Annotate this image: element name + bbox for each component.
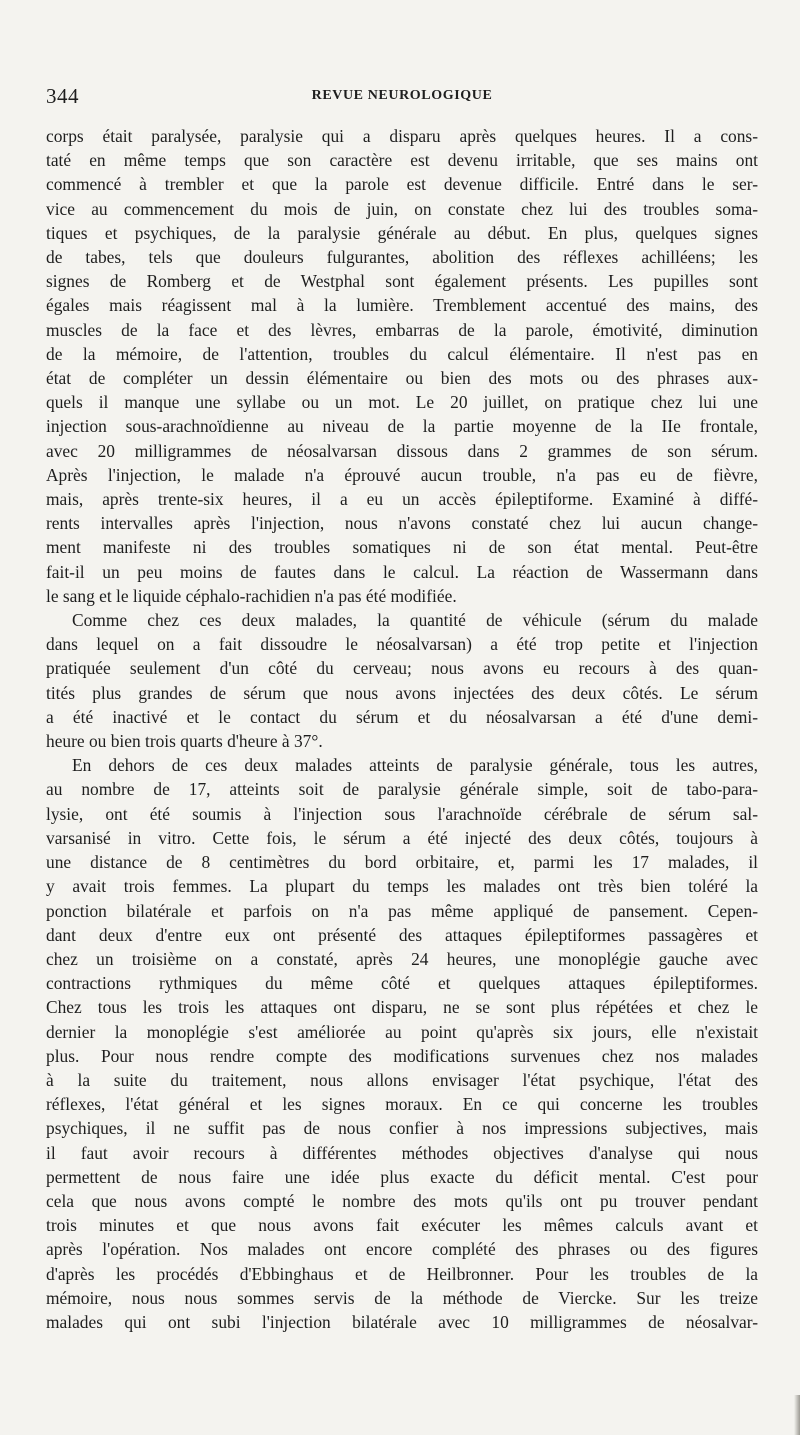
- paragraph-1: [46, 124, 758, 608]
- text-line: contractions rythmiques du même côté et quelques attaques épileptiformes.: [46, 973, 758, 994]
- page-number: 344: [46, 84, 79, 108]
- text-line: de la mémoire, de l'attention, troubles du calcul élémentaire. Il n'est pas en: [46, 343, 758, 364]
- text-line: commencé à trembler et que la parole est devenue difficile. Entré dans le ser-: [46, 174, 758, 195]
- text-line: ponction bilatérale et parfois on n'a pas même appliqué de pansement. Cepen-: [46, 900, 758, 921]
- text-line: lysie, ont été soumis à l'injection sous l'arachnoïde cérébrale de sérum sal-: [46, 803, 758, 824]
- text-line: à la suite du traitement, nous allons envisager l'état psychique, l'état des: [46, 1069, 758, 1090]
- text-line: Comme chez ces deux malades, la quantité de véhicule (sérum du malade: [72, 610, 758, 631]
- paragraph-2: [46, 608, 758, 753]
- text-line: plus. Pour nous rendre compte des modifications survenues chez nos malades: [46, 1045, 758, 1066]
- text-line: dans lequel on a fait dissoudre le néosalvarsan) a été trop petite et l'injection: [46, 634, 758, 655]
- text-line: injection sous-arachnoïdienne au niveau de la partie moyenne de la IIe frontale,: [46, 416, 758, 437]
- paragraph-3: [46, 753, 758, 1334]
- text-line: tités plus grandes de sérum que nous avons injectées des deux côtés. Le sérum: [46, 682, 758, 703]
- text-line: il faut avoir recours à différentes méthodes objectives d'analyse qui nous: [46, 1142, 758, 1163]
- text-line: muscles de la face et des lèvres, embarras de la parole, émotivité, diminution: [46, 319, 758, 340]
- text-line: de tabes, tels que douleurs fulgurantes, abolition des réflexes achilléens; les: [46, 247, 758, 268]
- text-line: une distance de 8 centimètres du bord orbitaire, et, parmi les 17 malades, il: [46, 852, 758, 873]
- text-line: le sang et le liquide céphalo-rachidien n'a pas été modifiée.: [46, 585, 457, 606]
- text-line: trois minutes et que nous avons fait exécuter les mêmes calculs avant et: [46, 1215, 758, 1236]
- text-line: permettent de nous faire une idée plus exacte du déficit mental. C'est pour: [46, 1166, 758, 1187]
- text-line: varsanisé in vitro. Cette fois, le sérum a été injecté des deux côtés, toujours à: [46, 827, 758, 848]
- text-line: rents intervalles après l'injection, nous n'avons constaté chez lui aucun change-: [46, 513, 758, 534]
- text-line: En dehors de ces deux malades atteints de paralysie générale, tous les autres,: [72, 755, 758, 776]
- text-line: cela que nous avons compté le nombre des mots qu'ils ont pu trouver pendant: [46, 1190, 758, 1211]
- text-line: psychiques, il ne suffit pas de nous confier à nos impressions subjectives, mais: [46, 1118, 758, 1139]
- text-line: y avait trois femmes. La plupart du temps les malades ont très bien toléré la: [46, 876, 758, 897]
- text-line: vice au commencement du mois de juin, on constate chez lui des troubles soma-: [46, 198, 758, 219]
- text-line: égales mais réagissent mal à la lumière. Tremblement accentué des mains, des: [46, 295, 758, 316]
- text-line: Chez tous les trois les attaques ont disparu, ne se sont plus répétées et chez le: [46, 997, 758, 1018]
- article-body: [46, 124, 758, 1334]
- text-line: signes de Romberg et de Westphal sont également présents. Les pupilles sont: [46, 271, 758, 292]
- text-line: quels il manque une syllabe ou un mot. Le 20 juillet, on pratique chez lui une: [46, 392, 758, 413]
- text-line: dant deux d'entre eux ont présenté des attaques épileptiformes passagères et: [46, 924, 758, 945]
- text-line: dernier la monoplégie s'est améliorée au point qu'après six jours, elle n'existait: [46, 1021, 758, 1042]
- page-header: [46, 84, 758, 110]
- text-line: chez un troisième on a constaté, après 24 heures, une monoplégie gauche avec: [46, 948, 758, 969]
- text-line: ment manifeste ni des troubles somatiques ni de son état mental. Peut-être: [46, 537, 758, 558]
- text-line: corps était paralysée, paralysie qui a disparu après quelques heures. Il a cons-: [46, 126, 758, 146]
- text-line: malades qui ont subi l'injection bilatérale avec 10 milligrammes de néosalvar-: [46, 1311, 758, 1332]
- text-line: a été inactivé et le contact du sérum et du néosalvarsan a été d'une demi-: [46, 706, 758, 727]
- text-line: mais, après trente-six heures, il a eu un accès épileptiforme. Examiné à diffé-: [46, 489, 758, 510]
- text-line: Après l'injection, le malade n'a éprouvé aucun trouble, n'a pas eu de fièvre,: [46, 464, 758, 485]
- text-line: au nombre de 17, atteints soit de paralysie générale simple, soit de tabo-para-: [46, 779, 758, 800]
- running-title: REVUE NEUROLOGIQUE: [311, 88, 493, 103]
- text-line: mémoire, nous nous sommes servis de la méthode de Viercke. Sur les treize: [46, 1287, 758, 1308]
- scan-edge-shadow: [794, 1395, 800, 1435]
- text-line: heure ou bien trois quarts d'heure à 37°.: [46, 731, 323, 752]
- text-line: avec 20 milligrammes de néosalvarsan dissous dans 2 grammes de son sérum.: [46, 440, 758, 461]
- text-line: pratiquée seulement d'un côté du cerveau; nous avons eu recours à des quan-: [46, 658, 758, 679]
- text-line: d'après les procédés d'Ebbinghaus et de Heilbronner. Pour les troubles de la: [46, 1263, 758, 1284]
- text-line: après l'opération. Nos malades ont encore complété des phrases ou des figures: [46, 1239, 758, 1260]
- text-line: état de compléter un dessin élémentaire ou bien des mots ou des phrases aux-: [46, 368, 758, 389]
- text-line: fait-il un peu moins de fautes dans le calcul. La réaction de Wassermann dans: [46, 561, 758, 582]
- text-line: tiques et psychiques, de la paralysie générale au début. En plus, quelques signes: [46, 222, 758, 243]
- text-line: taté en même temps que son caractère est devenu irritable, que ses mains ont: [46, 150, 758, 171]
- text-line: réflexes, l'état général et les signes moraux. En ce qui concerne les troubles: [46, 1094, 758, 1115]
